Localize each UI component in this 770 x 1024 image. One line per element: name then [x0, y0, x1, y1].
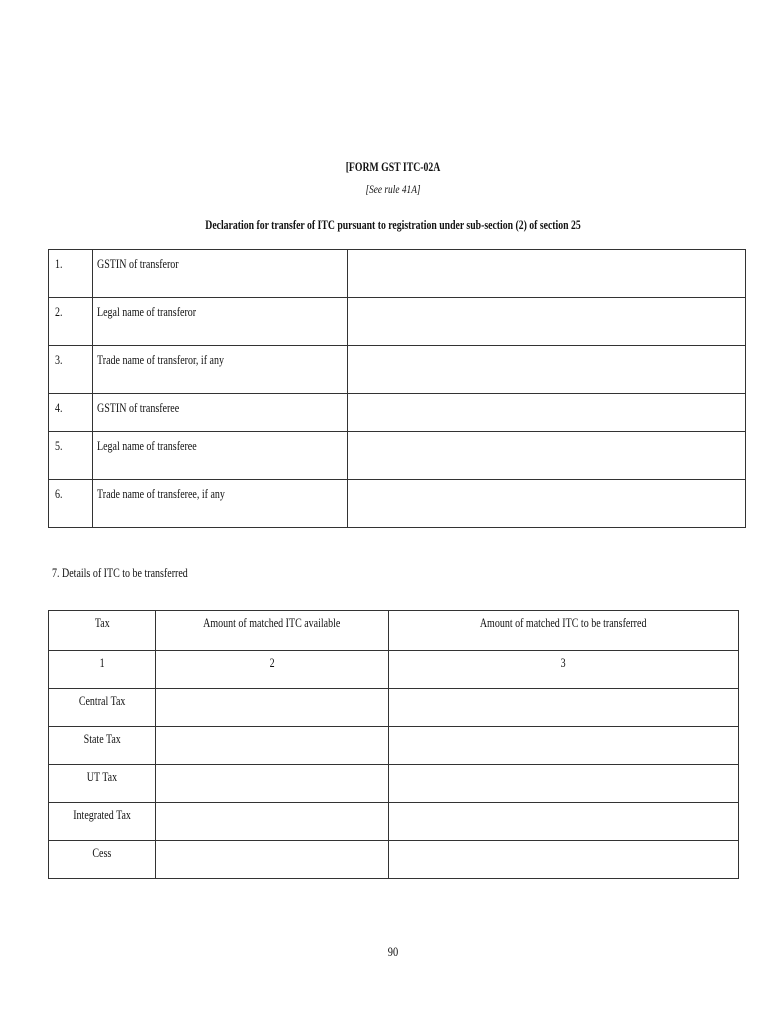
column-header-tax: [49, 611, 156, 651]
column-number-row: [49, 651, 739, 689]
row-number-cell: [49, 298, 93, 346]
column-number: 3: [561, 656, 566, 670]
tax-type: State Tax: [83, 732, 121, 746]
row-number: 1.: [55, 257, 63, 271]
legal-name-transferee-field[interactable]: [348, 432, 746, 480]
available-amount-field[interactable]: [156, 689, 389, 727]
details-row: [49, 346, 746, 394]
column-number: 2: [269, 656, 275, 670]
column-number-cell: [156, 651, 389, 689]
table-header-row: [49, 611, 739, 651]
row-label: Trade name of transferor, if any: [97, 353, 224, 367]
row-label-cell: [93, 250, 348, 298]
row-label-cell: [93, 298, 348, 346]
tax-type: Central Tax: [78, 694, 126, 708]
row-number-cell: [49, 250, 93, 298]
details-row: [49, 250, 746, 298]
row-number: 5.: [55, 439, 63, 453]
trade-name-transferee-field[interactable]: [348, 480, 746, 528]
gstin-transferee-field[interactable]: [348, 394, 746, 432]
row-label: Legal name of transferee: [97, 439, 197, 453]
available-amount-field[interactable]: [156, 765, 389, 803]
available-amount-field[interactable]: [156, 841, 389, 879]
column-header-text: Amount of matched ITC available: [203, 616, 341, 630]
page-number: 90: [387, 944, 399, 959]
row-number-cell: [49, 346, 93, 394]
column-header-text: Amount of matched ITC to be transferred: [480, 616, 647, 630]
table-row: [49, 803, 739, 841]
column-header-transferred: [389, 611, 739, 651]
column-number-cell: [389, 651, 739, 689]
itc-section-heading-text: 7. Details of ITC to be transferred: [52, 566, 188, 580]
tax-type: Cess: [92, 846, 112, 860]
row-label-cell: [93, 432, 348, 480]
row-label-cell: [93, 346, 348, 394]
row-number-cell: [49, 432, 93, 480]
transferor-transferee-details-table: [48, 249, 746, 528]
tax-type-cell: [49, 841, 156, 879]
tax-type: Integrated Tax: [73, 808, 131, 822]
itc-transfer-table: [48, 610, 739, 879]
table-row: [49, 727, 739, 765]
details-row: [49, 480, 746, 528]
tax-type-cell: [49, 689, 156, 727]
row-number-cell: [49, 480, 93, 528]
column-header-available: [156, 611, 389, 651]
row-number-cell: [49, 394, 93, 432]
form-title: [FORM GST ITC-02A: [345, 160, 441, 174]
transferred-amount-field[interactable]: [389, 841, 739, 879]
available-amount-field[interactable]: [156, 803, 389, 841]
row-number: 4.: [55, 401, 63, 415]
details-row: [49, 298, 746, 346]
details-row: [49, 432, 746, 480]
row-number: 6.: [55, 487, 63, 501]
table-row: [49, 765, 739, 803]
itc-section-heading: [52, 566, 222, 581]
column-header-text: Tax: [94, 616, 110, 630]
row-label: Trade name of transferee, if any: [97, 487, 225, 501]
row-number: 3.: [55, 353, 63, 367]
row-label: GSTIN of transferee: [97, 401, 180, 415]
transferred-amount-field[interactable]: [389, 803, 739, 841]
tax-type-cell: [49, 803, 156, 841]
row-number: 2.: [55, 305, 63, 319]
transferred-amount-field[interactable]: [389, 727, 739, 765]
tax-type-cell: [49, 765, 156, 803]
row-label: Legal name of transferor: [97, 305, 197, 319]
legal-name-transferor-field[interactable]: [348, 298, 746, 346]
trade-name-transferor-field[interactable]: [348, 346, 746, 394]
tax-type: UT Tax: [86, 770, 118, 784]
declaration-heading: Declaration for transfer of ITC pursuant to registration under sub-section (2) of section 25: [205, 218, 581, 232]
rule-reference: [See rule 41A]: [365, 182, 421, 196]
transferred-amount-field[interactable]: [389, 765, 739, 803]
table-row: [49, 841, 739, 879]
column-number-cell: [49, 651, 156, 689]
row-label-cell: [93, 394, 348, 432]
row-label-cell: [93, 480, 348, 528]
tax-type-cell: [49, 727, 156, 765]
column-number: 1: [99, 656, 105, 670]
row-label: GSTIN of transferor: [97, 257, 179, 271]
details-row: [49, 394, 746, 432]
gstin-transferor-field[interactable]: [348, 250, 746, 298]
table-row: [49, 689, 739, 727]
transferred-amount-field[interactable]: [389, 689, 739, 727]
available-amount-field[interactable]: [156, 727, 389, 765]
